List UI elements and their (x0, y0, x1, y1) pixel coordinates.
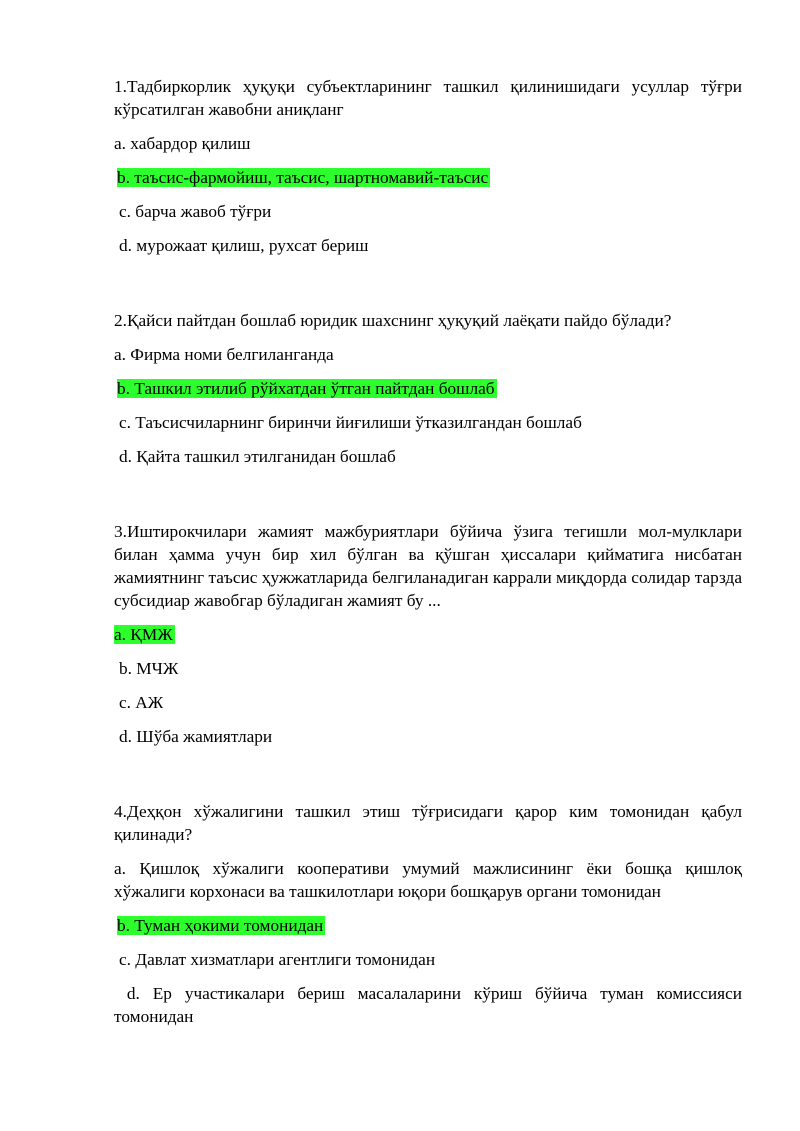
answer-option-c (114, 411, 742, 434)
answer-option-a (114, 857, 742, 903)
question-block-3 (114, 520, 742, 748)
option-text: c. АЖ (119, 693, 164, 712)
option-text: d. мурожаат қилиш, рухсат бериш (119, 236, 369, 255)
question-block-1 (114, 75, 742, 257)
option-text: d. Ер участикалари бериш масалаларини кўриш бўйича туман комиссияси томонидан (114, 984, 747, 1026)
option-text: a. Қишлоқ хўжалиги кооперативи умумий мажлисининг ёки бошқа қишлоқ хўжалиги корхонаси ва ташкилотлари юқори бошқарув органи томонидан (114, 859, 742, 901)
highlighted-answer: a. ҚМЖ (114, 625, 173, 644)
answer-option-a (114, 343, 742, 366)
answer-option-d (114, 725, 742, 748)
question-text: 3.Иштирокчилари жамият мажбуриятлари бўйича ўзига тегишли мол-мулклари билан ҳамма учун бир хил бўлган ва қўшган ҳиссалари қийматига нисбатан жамиятнинг таъсис ҳужжатларида белгиланадиган каррали миқдорда солидар тарзда субсидиар жавобгар бўладиган жамият бу ... (114, 522, 742, 610)
option-text: c. Давлат хизматлари агентлиги томонидан (119, 950, 436, 969)
option-text: d. Қайта ташкил этилганидан бошлаб (119, 447, 396, 466)
question-block-4 (114, 800, 747, 1028)
question-text: 1.Тадбиркорлик ҳуқуқи субъектларининг ташкил қилинишидаги усуллар тўғри кўрсатилган жавобни аниқланг (114, 77, 742, 119)
answer-option-b-correct (114, 914, 742, 937)
answer-option-d (114, 982, 747, 1028)
answer-option-a-correct (114, 623, 742, 646)
answer-option-c (114, 200, 742, 223)
answer-option-d (114, 445, 742, 468)
answer-option-a (114, 132, 742, 155)
answer-option-c (114, 691, 742, 714)
answer-option-d (114, 234, 742, 257)
question-text: 4.Деҳқон хўжалигини ташкил этиш тўғрисидаги қарор ким томонидан қабул қилинади? (114, 802, 742, 844)
option-text: d. Шўба жамиятлари (119, 727, 273, 746)
answer-option-b (114, 657, 742, 680)
question-block-2 (114, 309, 742, 468)
option-text: c. барча жавоб тўғри (119, 202, 272, 221)
answer-option-b-correct (114, 377, 742, 400)
answer-option-c (114, 948, 742, 971)
answer-option-b-correct (114, 166, 742, 189)
highlighted-answer: b. Туман ҳокими томонидан (117, 916, 324, 935)
option-text: a. Фирма номи белгиланганда (114, 345, 334, 364)
option-text: c. Таъсисчиларнинг биринчи йиғилиши ўтказилгандан бошлаб (119, 413, 582, 432)
question-text: 2.Қайси пайтдан бошлаб юридик шахснинг ҳуқуқий лаёқати пайдо бўлади? (114, 311, 672, 330)
option-text: b. МЧЖ (119, 659, 179, 678)
highlighted-answer: b. Ташкил этилиб рўйхатдан ўтган пайтдан бошлаб (117, 379, 495, 398)
document-page (114, 75, 747, 1080)
option-text: a. хабардор қилиш (114, 134, 251, 153)
highlighted-answer: b. таъсис-фармойиш, таъсис, шартномавий-таъсис (117, 168, 489, 187)
